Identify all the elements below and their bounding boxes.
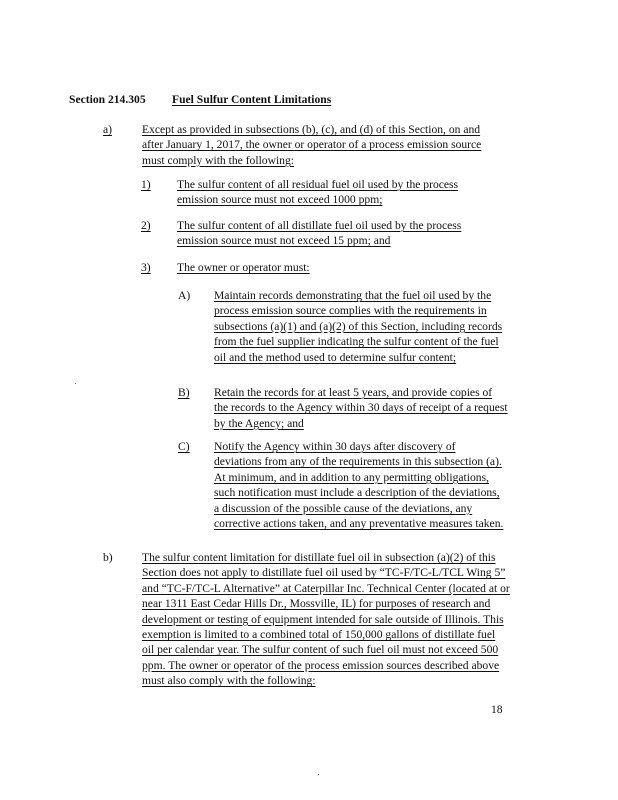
item-1-label: 1): [141, 178, 151, 191]
item-3-label: 3): [141, 261, 151, 274]
subitem-b-label: B): [178, 386, 190, 399]
item-3-text: The owner or operator must:: [177, 261, 310, 274]
scan-speck: [318, 774, 319, 775]
subitem-c-label: C): [178, 440, 190, 453]
scan-speck: [75, 383, 76, 384]
subitem-c-text: Notify the Agency within 30 days after discovery of deviations from any of the requirements in this subsection (a). At minimum, and in addition to any permitting obligations, such notification must include a description of the deviations, a discussion of the possible cause of the deviations, any corrective actions taken, and any preventative measures taken.: [214, 440, 504, 531]
item-1-text: The sulfur content of all residual fuel oil used by the process emission source must not exceed 1000 ppm;: [177, 178, 459, 207]
subsection-b-text: The sulfur content limitation for distillate fuel oil in subsection (a)(2) of this Section does not apply to distillate fuel oil used by “TC-F/TC-L/TCL Wing 5” and “TC-F/TC-L Alternative” at Caterpillar Inc. Technical Center (located at or near 1311 East Cedar Hills Dr., Mossville, IL) for purposes of research and development or testing of equipment intended for sale outside of Illinois. This exemption is limited to a combined total of 150,000 gallons of distillate fuel oil per calendar year. The sulfur content of such fuel oil must not exceed 500 ppm. The owner or operator of the process emission sources described above must also comply with the following:: [142, 551, 510, 688]
subitem-a-label: A): [178, 289, 191, 302]
section-number: Section 214.305: [69, 93, 146, 106]
item-2-text: The sulfur content of all distillate fuel oil used by the process emission source must not exceed 15 ppm; and: [177, 219, 462, 248]
section-heading: [69, 93, 331, 106]
subitem-a-text: Maintain records demonstrating that the fuel oil used by the process emission source complies with the requirements in subsections (a)(1) and (a)(2) of this Section, including records from the fuel supplier indicating the sulfur content of the fuel oil and the method used to determine sulfur content;: [214, 289, 503, 364]
section-title: Fuel Sulfur Content Limitations: [172, 93, 332, 106]
item-2-label: 2): [141, 219, 151, 232]
subsection-b-label: b): [103, 551, 113, 564]
page-number: 18: [491, 703, 503, 716]
subsection-a-intro: Except as provided in subsections (b), (c), and (d) of this Section, on and after January 1, 2017, the owner or operator of a process emission source must comply with the following:: [142, 123, 482, 167]
subsection-a-label: a): [103, 123, 113, 136]
subitem-b-text: Retain the records for at least 5 years, and provide copies of the records to the Agency within 30 days of receipt of a request by the Agency; and: [214, 386, 508, 430]
